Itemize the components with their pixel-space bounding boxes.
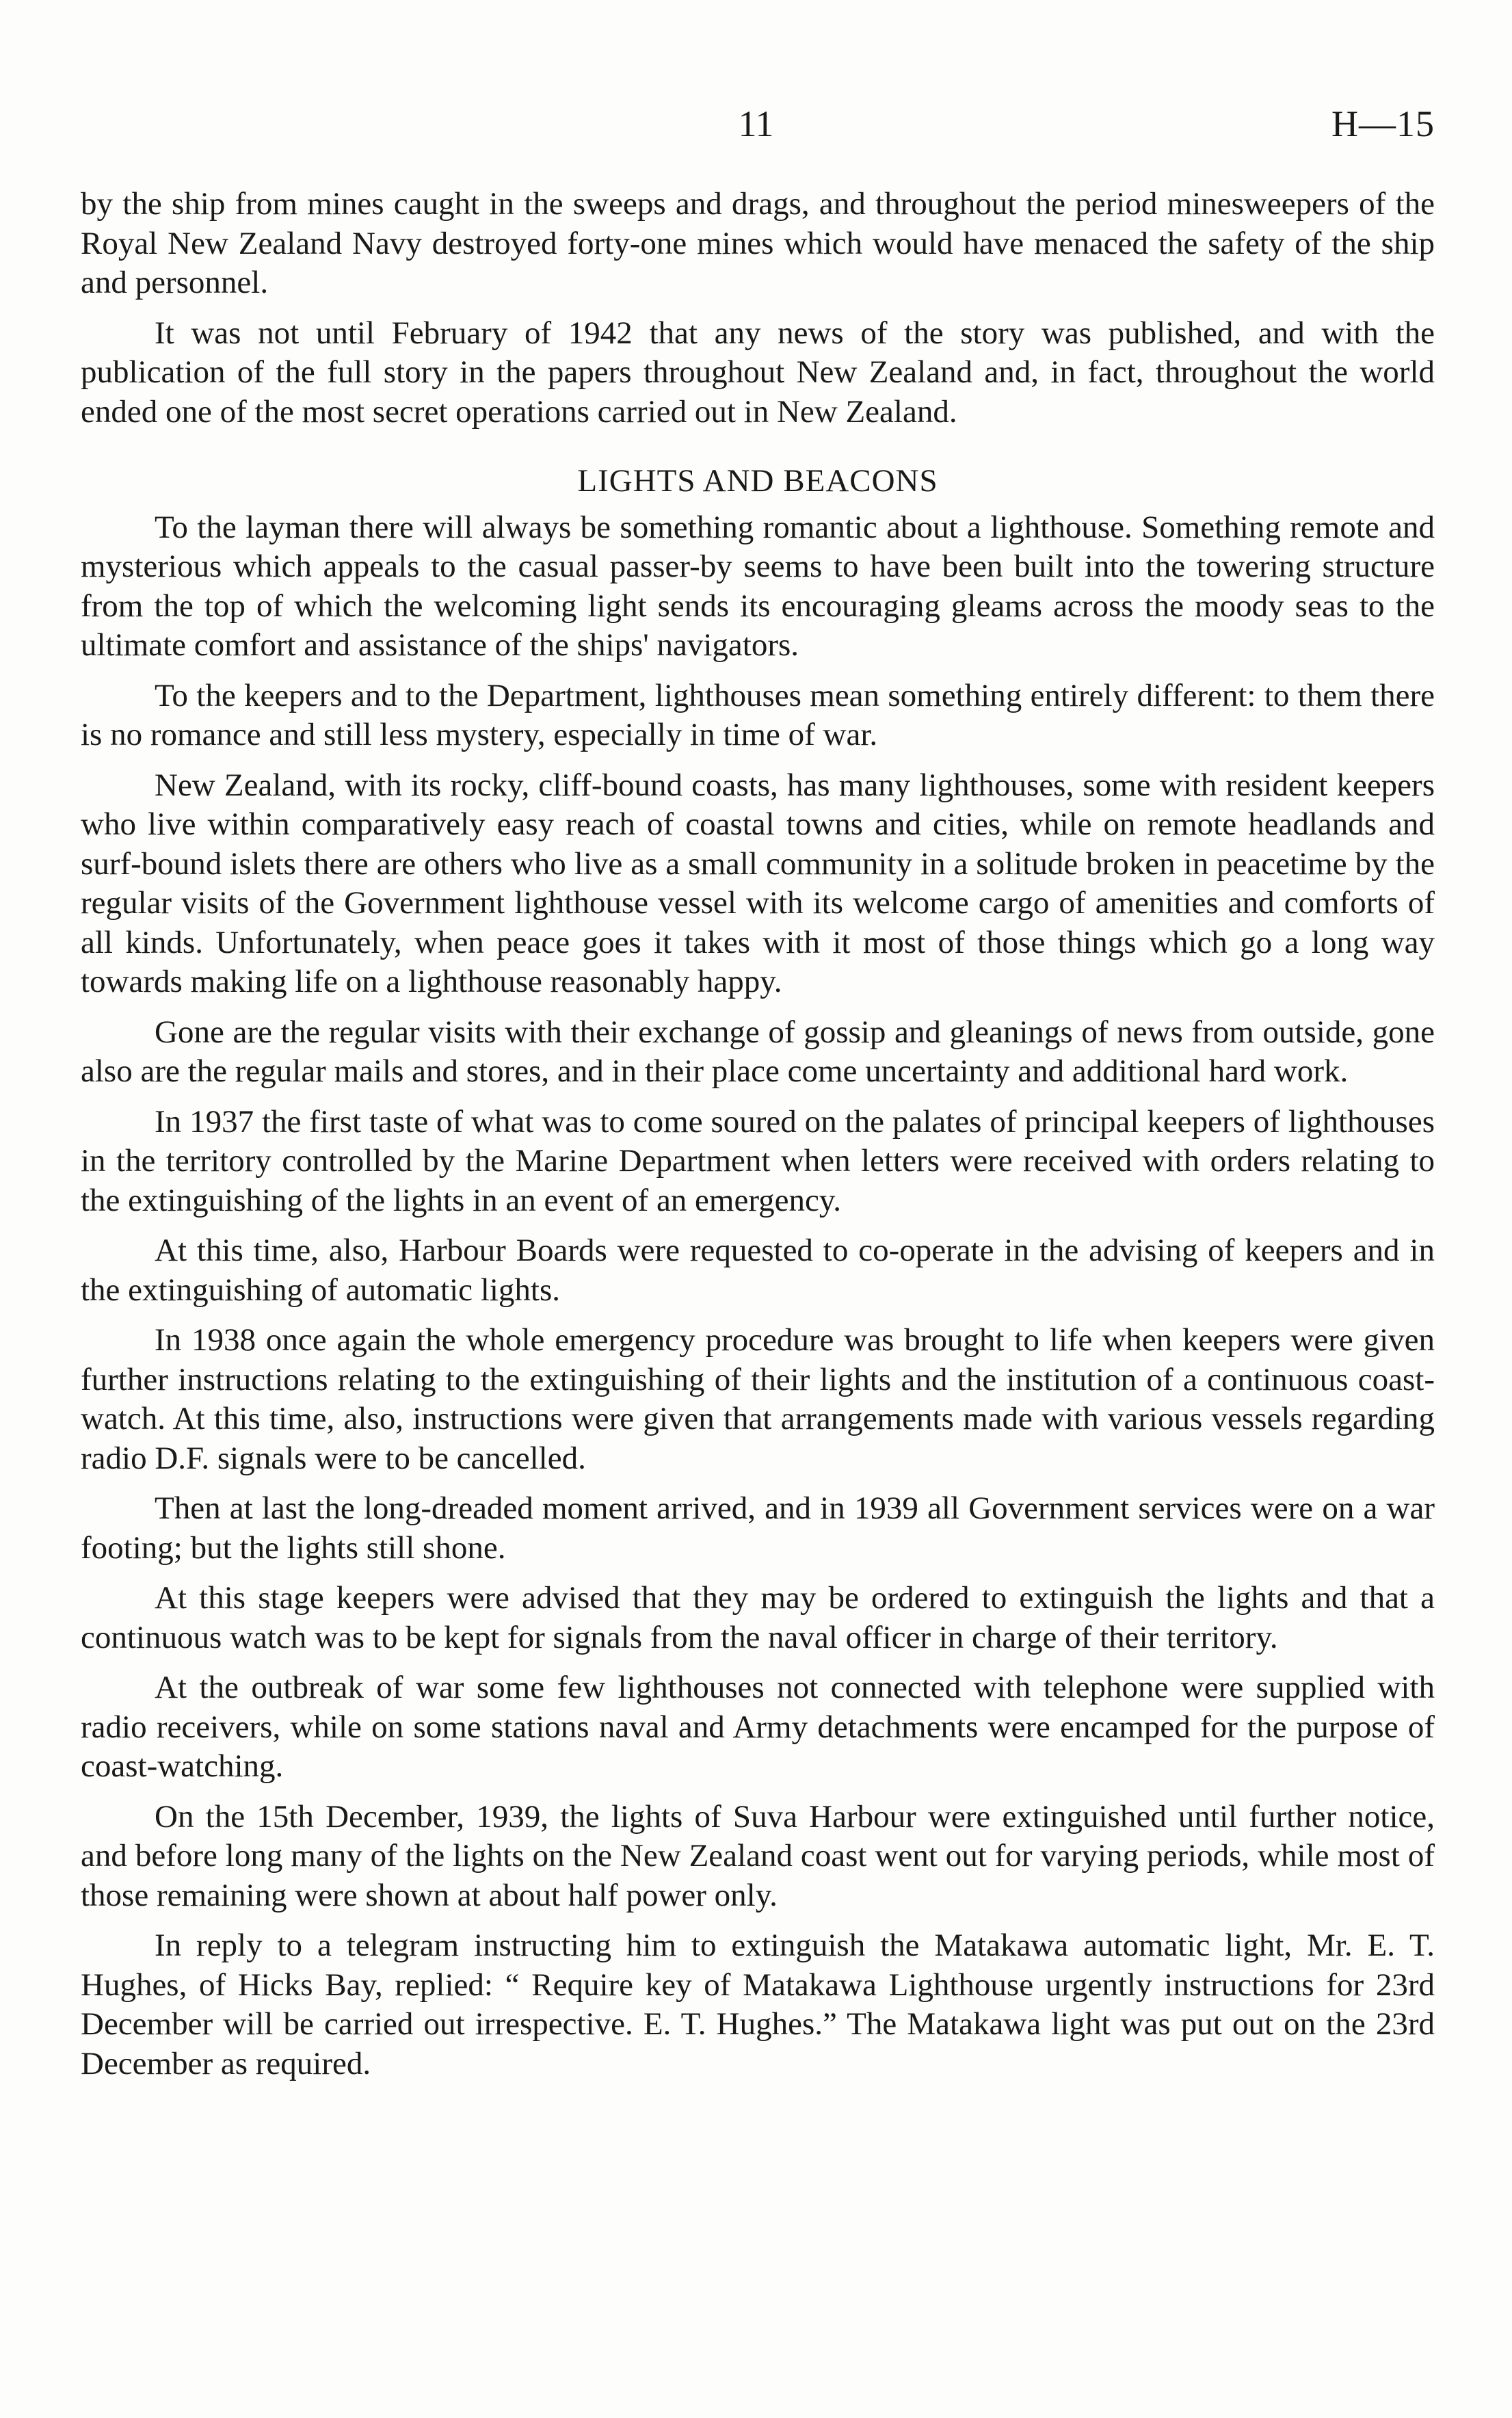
paragraph: Gone are the regular visits with their exchange of gossip and gleanings of news from outside, gone also are the regular mails and stores, and in their place come uncertainty and additional hard work. bbox=[81, 1014, 1435, 1089]
page-number: 11 bbox=[738, 103, 774, 144]
paragraph: Then at last the long-dreaded moment arrived, and in 1939 all Government services were on a war footing; but the lights still shone. bbox=[81, 1490, 1435, 1566]
paragraph: At this time, also, Harbour Boards were requested to co-operate in the advising of keepers and in the extinguishing of automatic lights. bbox=[81, 1233, 1435, 1308]
paragraph: It was not until February of 1942 that any news of the story was published, and with the publication of the full story in the papers throughout New Zealand and, in fact, throughout the world ended one of the most secret operations carried out in New Zealand. bbox=[81, 315, 1435, 430]
paragraph: In reply to a telegram instructing him to extinguish the Matakawa automatic light, Mr. E. T. Hughes, of Hicks Bay, replied: “ Require key of Matakawa Lighthouse urgently instructions for 23rd December will be carried out irrespective. E. T. Hughes.” The Matakawa light was put out on the 23rd December as required. bbox=[81, 1928, 1435, 2081]
paragraph: To the layman there will always be something romantic about a lighthouse. Something remote and mysterious which appeals to the casual passer-by seems to have been built into the towering structure from the top of which the welcoming light sends its encouraging gleams across the moody seas to the ultimate comfort and assistance of the ships' navigators. bbox=[81, 509, 1435, 663]
document-code: H—15 bbox=[1331, 103, 1435, 144]
page-header bbox=[81, 103, 1435, 150]
paragraph: In 1938 once again the whole emergency procedure was brought to life when keepers were given further instructions relating to the extinguishing of their lights and the institution of a continuous coast-watch. At this time, also, instructions were given that arrangements made with various vessels regarding radio D.F. signals were to be cancelled. bbox=[81, 1322, 1435, 1476]
paragraph: To the keepers and to the Department, lighthouses mean something entirely different: to them there is no romance and still less mystery, especially in time of war. bbox=[81, 677, 1435, 752]
paragraph-continuation: by the ship from mines caught in the sweeps and drags, and throughout the period minesweepers of the Royal New Zealand Navy destroyed forty-one mines which would have menaced the safety of the ship and personnel. bbox=[81, 186, 1435, 300]
paragraph: New Zealand, with its rocky, cliff-bound coasts, has many lighthouses, some with resident keepers who live within comparatively easy reach of coastal towns and cities, while on remote headlands and surf-bound islets there are others who live as a small community in a solitude broken in peacetime by the regular visits of the Government lighthouse vessel with its welcome cargo of amenities and comforts of all kinds. Unfortunately, when peace goes it takes with it most of those things which go a long way towards making life on a lighthouse reasonably happy. bbox=[81, 767, 1435, 999]
paragraph: At the outbreak of war some few lighthouses not connected with telephone were supplied with radio receivers, while on some stations naval and Army detachments were encamped for the purpose of coast-watching. bbox=[81, 1670, 1435, 1784]
paragraph: At this stage keepers were advised that they may be ordered to extinguish the lights and that a continuous watch was to be kept for signals from the naval officer in charge of their territory. bbox=[81, 1580, 1435, 1655]
paragraph: On the 15th December, 1939, the lights of Suva Harbour were extinguished until further notice, and before long many of the lights on the New Zealand coast went out for varying periods, while most of those remaining were shown at about half power only. bbox=[81, 1798, 1435, 1913]
body-text bbox=[81, 185, 1435, 2094]
paragraph: In 1937 the first taste of what was to come soured on the palates of principal keepers of lighthouses in the territory controlled by the Marine Department when letters were received with orders relating to the extinguishing of the lights in an event of an emergency. bbox=[81, 1103, 1435, 1218]
section-heading: LIGHTS AND BEACONS bbox=[577, 463, 938, 499]
